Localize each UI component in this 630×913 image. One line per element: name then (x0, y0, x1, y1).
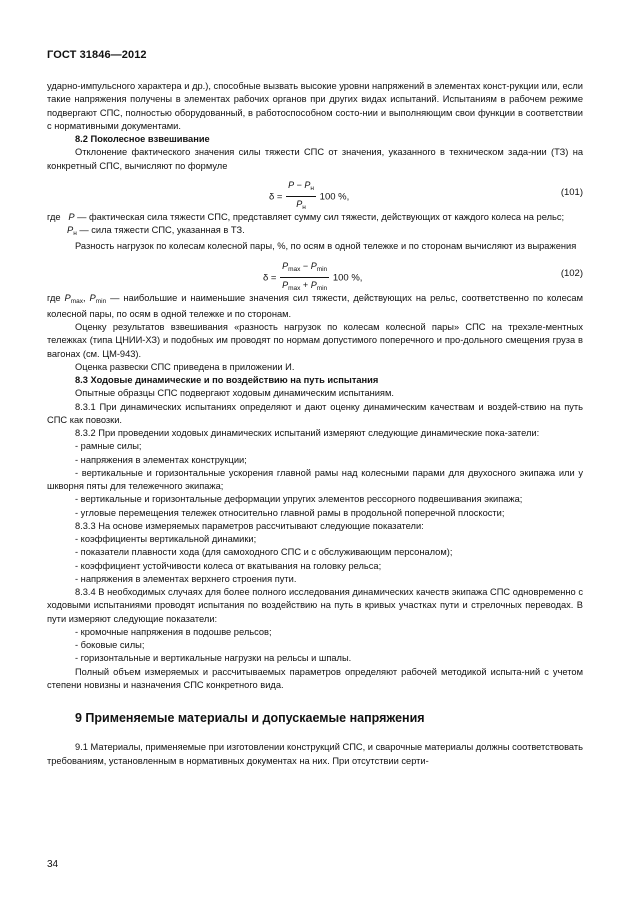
intro-paragraph: ударно-импульсного характера и др.), способные вызвать высокие уровни напряжений в элементах конст-рукции или, если такие напряжения получены в элементах рабочих органов при других видах испытаний. Испытаниям в рабочем режиме подвергают СПС, полностью оборудованный, в работоспособном состо-нии и выполняющим свои функции в соответствии с нормативными документами. (47, 81, 583, 131)
section-8-3-heading: 8.3 Ходовые динамические и по воздействию на путь испытания (75, 375, 379, 385)
formula-101-fraction: $\frac{P - P_н}{P_н}$ (288, 179, 315, 211)
section-8-2-heading: 8.2 Поколесное взвешивание (75, 134, 210, 144)
formula-101 (47, 175, 583, 209)
list-item: - рамные силы; (75, 441, 142, 452)
list-item: - вертикальные и горизонтальные ускорения главной рамы над колесными парами для двухосного экипажа или у шкворня пяты для тележечного экипажа; (47, 467, 583, 491)
section-8-3-1-paragraph: 8.3.1 При динамических испытаниях определяют и дают оценку динамическим качествам и воздей-ствию на путь СПС как повозки. (47, 401, 583, 425)
section-8-3-2-paragraph: 8.3.2 При проведении ходовых динамических испытаний измеряют следующие динамические пока-затели: (75, 428, 540, 438)
formula-101-lhs: δ = (269, 191, 283, 203)
equation-number-101: (101) (560, 186, 583, 198)
section-8-2-paragraph-4: Оценка развески СПС приведена в приложении И. (75, 361, 295, 372)
formula-101-tail: 100 %, (319, 191, 350, 203)
section-9-1-paragraph: 9.1 Материалы, применяемые при изготовлении конструкций СПС, и сварочные материалы должны соответствовать требованиям, установленным в нормативных документах на них. При отсутствии серти- (47, 742, 583, 766)
list-item: - угловые перемещения тележек относительно главной рамы в продольной поперечной плоскости; (75, 507, 505, 518)
page-number: 34 (47, 859, 59, 870)
list-item: - коэффициент устойчивости колеса от вкатывания на головку рельса; (75, 560, 382, 571)
formula-102-fraction: $\frac{P_{max} - P_{min}}{P_{max} + P_{min}}$ (282, 260, 328, 292)
where-definition-pn: $P_н$ — сила тяжести СПС, указанная в ТЗ. (67, 225, 245, 237)
section-8-3-closing-paragraph: Полный объем измеряемых и рассчитываемых параметров определяют рабочей методикой испыта-ний с учетом степени новизны и назначения СПС конкретного вида. (47, 666, 583, 690)
section-8-2-paragraph-3: Оценку результатов взвешивания «разность нагрузок по колесам колесной пары» СПС на трехэле-ментных тележках (типа ЦНИИ-ХЗ) и подобных им проводят по нормам допустимого поперечного и про-дольного смещения груза в вагонах (см. ЦМ-943). (47, 322, 583, 359)
section-8-3-paragraph-1: Опытные образцы СПС подвергают ходовым динамическим испытаниям. (75, 388, 394, 399)
chapter-9-heading: 9 Применяемые материалы и допускаемые напряжения (75, 711, 425, 725)
list-item: - напряжения в элементах верхнего строения пути. (75, 573, 297, 584)
list-item: - горизонтальные и вертикальные нагрузки на рельсы и шпалы. (75, 653, 352, 664)
formula-102-tail: 100 %, (332, 271, 363, 283)
where-definition-p: где P — фактическая сила тяжести СПС, представляет сумму сил тяжести, действующих от каждого колеса на рельс; (47, 211, 565, 222)
formula-102-lhs: δ = (263, 271, 277, 283)
list-item: - напряжения в элементах конструкции; (75, 454, 247, 465)
section-8-2-paragraph-1: Отклонение фактического значения силы тяжести СПС от значения, указанного в техническом зада-нии (ТЗ) на конкретный СПС, вычисляют по формуле (47, 147, 583, 171)
running-header: ГОСТ 31846—2012 (47, 49, 147, 61)
section-8-2-paragraph-2: Разность нагрузок по колесам колесной пары, %, по осям в одной тележке и по сторонам вычисляют из выражения (75, 241, 577, 252)
list-item: - кромочные напряжения в подошве рельсов; (75, 626, 272, 637)
list-item: - показатели плавности хода (для самоходного СПС и с обслуживающим персоналом); (75, 547, 453, 558)
formula-102 (47, 256, 583, 290)
where-definition-pmax-pmin: где $P_{max}$, $P_{min}$ — наибольшие и наименьшие значения сил тяжести, действующих на рельс, соответственно по колесам колесной пары, по осям в одной тележке и по сторонам. (47, 292, 583, 319)
list-item: - вертикальные и горизонтальные деформации упругих элементов рессорного подвешивания экипажа; (75, 494, 523, 505)
section-8-3-4-paragraph: 8.3.4 В необходимых случаях для более полного исследования динамических качеств экипажа СПС одновременно с ходовыми испытаниями проводят испытания по воздействию на путь в кривых участках пути и стрелочных переводах. В пути измеряют следующие показатели: (47, 587, 583, 624)
equation-number-102: (102) (560, 267, 583, 279)
page-body (47, 80, 583, 768)
section-8-3-3-paragraph: 8.3.3 На основе измеряемых параметров рассчитывают следующие показатели: (75, 520, 424, 531)
list-item: - коэффициенты вертикальной динамики; (75, 534, 257, 544)
list-item: - боковые силы; (75, 640, 145, 650)
